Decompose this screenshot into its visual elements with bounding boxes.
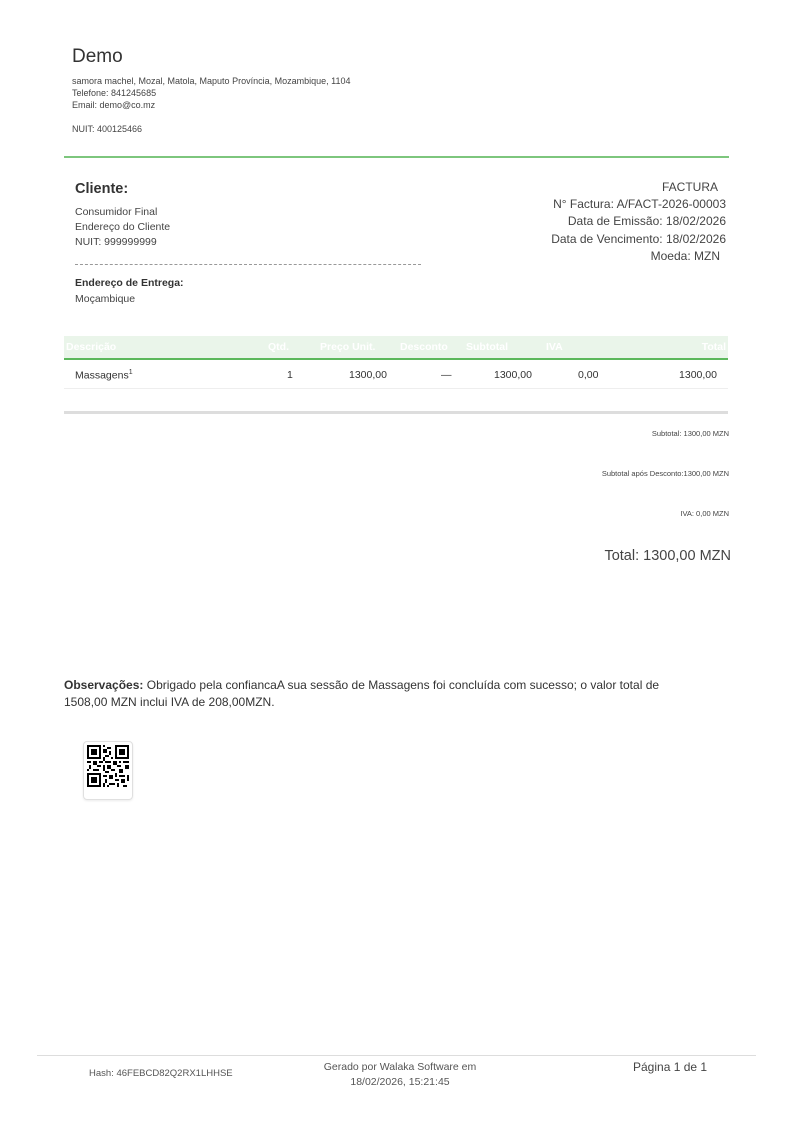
header-discount: Desconto (400, 341, 448, 353)
invoice-type: FACTURA (661, 180, 718, 194)
row-discount: — (441, 369, 452, 381)
header-divider (64, 156, 729, 158)
footer-generated-by: Gerado por Walaka Software em (323, 1061, 477, 1073)
footer-divider (37, 1055, 756, 1056)
invoice-meta (551, 179, 726, 265)
footer-generated (300, 1060, 500, 1090)
notes (64, 677, 704, 711)
table-bottom-divider (64, 411, 728, 414)
summary-total: Total: 1300,00 MZN (604, 548, 731, 564)
company-phone: Telefone: 841245685 (72, 88, 157, 98)
row-total: 1300,00 (679, 369, 717, 381)
company-nuit: NUIT: 400125466 (72, 124, 143, 134)
company-email: Email: demo@co.mz (72, 100, 156, 110)
header-description: Descrição (66, 341, 117, 353)
client-name: Consumidor Final (75, 206, 158, 218)
row-qty: 1 (287, 369, 293, 381)
row-description-text: Massagens (75, 369, 129, 382)
delivery-address: Moçambique (75, 293, 136, 305)
invoice-issue-date: Data de Emissão: 18/02/2026 (567, 214, 726, 229)
row-footnote: 1 (128, 369, 133, 376)
qr-code-icon (87, 745, 129, 787)
header-subtotal: Subtotal (466, 341, 508, 353)
footer-hash: Hash: 46FEBCD82Q2RX1LHHSE (89, 1068, 233, 1079)
summary-vat: IVA: 0,00 MZN (680, 509, 729, 518)
notes-text: Obrigado pela confiancaA sua sessão de Massagens foi concluída com sucesso; o valor total de 1508,00 MZN inclui IVA de 208,00MZN. (64, 678, 660, 709)
header-vat: IVA (546, 341, 563, 353)
qr-code (83, 741, 133, 800)
company-address: samora machel, Mozal, Matola, Maputo Província, Mozambique, 1104 (72, 76, 351, 86)
invoice-number: N° Factura: A/FACT-2026-00003 (553, 197, 726, 212)
header-unit-price: Preço Unit. (320, 341, 376, 353)
company-name: Demo (72, 46, 123, 67)
invoice-due-date: Data de Vencimento: 18/02/2026 (551, 231, 726, 246)
header-total: Total (701, 341, 726, 353)
footer-page-number: Página 1 de 1 (633, 1060, 708, 1074)
row-unit-price: 1300,00 (349, 369, 387, 381)
row-subtotal: 1300,00 (494, 369, 532, 381)
client-divider (75, 264, 421, 265)
summary-subtotal: Subtotal: 1300,00 MZN (651, 429, 729, 438)
header-qty: Qtd. (268, 341, 289, 353)
summary-subtotal-after-discount: Subtotal após Desconto:1300,00 MZN (601, 469, 729, 478)
client-nuit: NUIT: 999999999 (75, 236, 157, 248)
items-table (64, 336, 728, 389)
table-row (64, 360, 728, 389)
delivery-title: Endereço de Entrega: (75, 277, 184, 289)
client-address: Endereço do Cliente (75, 221, 171, 233)
row-description (75, 369, 133, 382)
footer-generated-at: 18/02/2026, 15:21:45 (350, 1076, 450, 1088)
table-header (64, 336, 728, 360)
notes-label: Observações: (64, 678, 144, 692)
invoice-currency: Moeda: MZN (650, 248, 720, 263)
row-vat: 0,00 (578, 369, 599, 381)
client-title: Cliente: (75, 181, 129, 197)
